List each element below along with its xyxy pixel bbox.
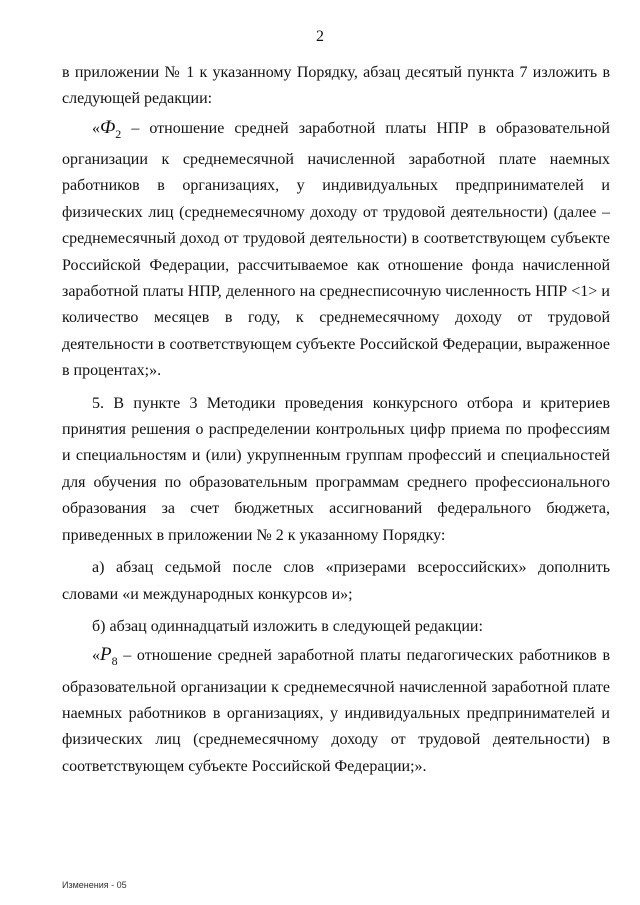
page-number: 2 xyxy=(316,28,324,45)
formula-p8 xyxy=(100,644,118,669)
formula-symbol: Ф xyxy=(100,116,116,138)
quote-open: « xyxy=(92,119,100,137)
paragraph-quote-f2 xyxy=(62,115,610,385)
formula-f2 xyxy=(100,116,122,141)
paragraph-item-a: а) абзац седьмой после слов «призерами всероссийских» дополнить словами «и международных конкурсов и»; xyxy=(62,559,610,603)
paragraph-item-5: 5. В пункте 3 Методики проведения конкурсного отбора и критериев принятия решения о распределении контрольных цифр приема по профессиям и специальностям и (или) укрупненным группам профессий и специальностей для обучения по образовательным программам среднего профессионального образования за счет бюджетных ассигнований федерального бюджета, приведенных в приложении № 2 к указанному Порядку: xyxy=(62,394,610,544)
footer-label: Изменения - 05 xyxy=(62,880,127,890)
quote-text: – отношение средней заработной платы НПР в образовательной организации к среднемесячной начисленной заработной плате наемных работников в организациях, у индивидуальных предпринимателей и физических лиц (среднемесячному доходу от трудовой деятельности) (далее – среднемесячный доход от трудовой деятельности) в соответствующем субъекте Российской Федерации, рассчитываемое как отношение фонда начисленной заработной платы НПР, деленного на среднесписочную численность НПР <1> и количество месяцев в году, к среднемесячному доходу от трудовой деятельности в соответствующем субъекте Российской Федерации, выраженное в процентах;». xyxy=(62,119,610,380)
formula-symbol: P xyxy=(100,644,112,666)
formula-subscript: 2 xyxy=(115,126,122,141)
quote-open: « xyxy=(92,647,100,665)
quote-text: – отношение средней заработной платы педагогических работников в образовательной организации к среднемесячной начисленной заработной плате наемных работников в организациях, у индивидуальных предпринимателей и физических лиц (среднемесячному доходу от трудовой деятельности) в соответствующем субъекте Российской Федерации;». xyxy=(62,647,610,775)
formula-subscript: 8 xyxy=(111,654,118,669)
document-body xyxy=(62,60,610,780)
paragraph-quote-p8 xyxy=(62,642,610,780)
paragraph-intro: в приложении № 1 к указанному Порядку, абзац десятый пункта 7 изложить в следующей редакции: xyxy=(62,64,610,108)
paragraph-item-b: б) абзац одиннадцатый изложить в следующей редакции: xyxy=(92,617,483,635)
